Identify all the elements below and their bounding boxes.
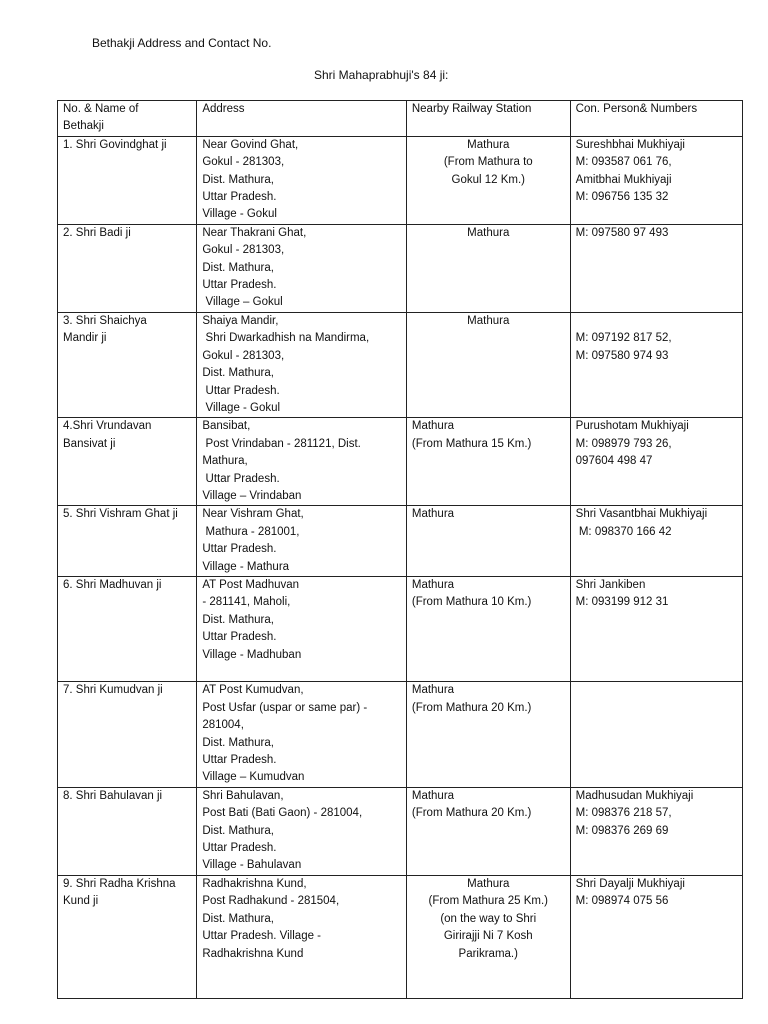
cell-line: Dist. Mathura, xyxy=(202,912,274,925)
station-cell xyxy=(406,312,570,417)
cell-line: Mathura xyxy=(411,789,455,802)
cell-line: Radhakrishna Kund xyxy=(202,947,304,960)
cell-line: AT Post Kumudvan, xyxy=(202,684,304,697)
cell-line: 4.Shri Vrundavan xyxy=(63,420,152,433)
station-cell xyxy=(406,418,570,506)
contact-cell xyxy=(570,312,742,417)
cell-line: Dist. Mathura, xyxy=(202,173,274,186)
cell-line: 281004, xyxy=(202,719,244,732)
cell-line: Uttar Pradesh. xyxy=(202,279,277,292)
cell-line: Mathura xyxy=(411,420,455,433)
station-cell xyxy=(406,576,570,681)
cell-line: Shaiya Mandir, xyxy=(202,314,279,327)
bethak-name-cell xyxy=(58,224,197,312)
station-cell xyxy=(406,506,570,577)
cell-line: M: 098376 218 57, xyxy=(575,807,672,820)
cell-line: Purushotam Mukhiyaji xyxy=(575,420,689,433)
document-title: Bethakji Address and Contact No. xyxy=(92,36,272,50)
cell-line: Gokul 12 Km.) xyxy=(451,173,525,186)
cell-line: (From Mathura 20 Km.) xyxy=(411,807,532,820)
table-row xyxy=(58,506,743,577)
contact-cell xyxy=(570,787,742,875)
cell-line: 3. Shri Shaichya xyxy=(63,314,147,327)
contact-cell xyxy=(570,875,742,998)
cell-line: Gokul - 281303, xyxy=(202,349,285,362)
cell-line: Village - Bahulavan xyxy=(202,859,302,872)
cell-line: Bansivat ji xyxy=(63,437,116,450)
cell-line: M: 098370 166 42 xyxy=(575,525,672,538)
cell-line: Post Usfar (uspar or same par) - xyxy=(202,701,368,714)
cell-line: (From Mathura 25 Km.) xyxy=(428,895,548,908)
contact-cell xyxy=(570,682,742,787)
cell-line: Bansibat, xyxy=(202,420,251,433)
cell-line: Near Thakrani Ghat, xyxy=(202,226,307,239)
cell-line: (From Mathura 10 Km.) xyxy=(411,596,532,609)
cell-line: Village - Gokul xyxy=(202,208,277,221)
cell-line: Uttar Pradesh. xyxy=(202,384,280,397)
table-row xyxy=(58,418,743,506)
table-row xyxy=(58,312,743,417)
cell-line: Mathura xyxy=(467,314,510,327)
cell-line: Uttar Pradesh. xyxy=(202,472,280,485)
station-cell xyxy=(406,136,570,224)
table-row xyxy=(58,787,743,875)
cell-line: Gokul - 281303, xyxy=(202,156,285,169)
table-row xyxy=(58,136,743,224)
cell-line xyxy=(576,313,737,330)
address-cell xyxy=(197,136,407,224)
address-cell xyxy=(197,418,407,506)
cell-line xyxy=(202,980,401,997)
cell-line: 7. Shri Kumudvan ji xyxy=(63,684,163,697)
cell-line: Radhakrishna Kund, xyxy=(202,877,307,890)
station-cell xyxy=(406,787,570,875)
header-line: No. & Name of xyxy=(63,103,139,115)
bethak-name-cell xyxy=(58,875,197,998)
cell-line: Dist. Mathura, xyxy=(202,824,274,837)
table-row xyxy=(58,682,743,787)
cell-line: 2. Shri Badi ji xyxy=(63,226,131,239)
cell-line: Post Vrindaban - 281121, Dist. xyxy=(202,437,361,450)
cell-line: Shri Vasantbhai Mukhiyaji xyxy=(575,508,708,521)
cell-line: Mathura xyxy=(411,684,455,697)
cell-line: 8. Shri Bahulavan ji xyxy=(63,789,163,802)
address-cell xyxy=(197,875,407,998)
address-cell xyxy=(197,312,407,417)
cell-line: M: 097580 974 93 xyxy=(575,349,669,362)
station-cell xyxy=(406,224,570,312)
cell-line xyxy=(202,664,401,681)
bethak-name-cell xyxy=(58,418,197,506)
header-line: Con. Person& Numbers xyxy=(575,103,698,115)
cell-line: Village - Mathura xyxy=(202,560,290,573)
contact-cell xyxy=(570,506,742,577)
contact-cell xyxy=(570,418,742,506)
bethak-table xyxy=(57,100,743,999)
cell-line: (on the way to Shri xyxy=(440,912,537,925)
cell-line: Mandir ji xyxy=(63,332,107,345)
cell-line: Mathura - 281001, xyxy=(202,525,300,538)
cell-line: (From Mathura to xyxy=(443,156,533,169)
cell-line: Sureshbhai Mukhiyaji xyxy=(575,138,685,151)
contact-column-header xyxy=(570,101,742,137)
cell-line: Uttar Pradesh. xyxy=(202,842,277,855)
bethak-name-cell xyxy=(58,312,197,417)
cell-line: Mathura, xyxy=(202,455,248,468)
cell-line: Mathura xyxy=(467,226,510,239)
address-cell xyxy=(197,576,407,681)
cell-line: Gokul - 281303, xyxy=(202,244,285,257)
cell-line: Post Radhakund - 281504, xyxy=(202,895,340,908)
bethak-name-cell xyxy=(58,506,197,577)
station-column-header xyxy=(406,101,570,137)
cell-line: Madhusudan Mukhiyaji xyxy=(575,789,694,802)
cell-line: Uttar Pradesh. xyxy=(202,631,277,644)
bethak-name-cell xyxy=(58,787,197,875)
bethak-name-cell xyxy=(58,682,197,787)
cell-line: Shri Bahulavan, xyxy=(202,789,284,802)
cell-line: Post Bati (Bati Gaon) - 281004, xyxy=(202,807,363,820)
cell-line: Dist. Mathura, xyxy=(202,613,274,626)
cell-line: Mathura xyxy=(411,578,455,591)
cell-line: (From Mathura 20 Km.) xyxy=(411,701,532,714)
table-row xyxy=(58,224,743,312)
cell-line: 097604 498 47 xyxy=(575,455,653,468)
cell-line: Kund ji xyxy=(63,895,99,908)
bethak-name-cell xyxy=(58,136,197,224)
cell-line: M: 096756 135 32 xyxy=(575,191,669,204)
header-line: Bethakji xyxy=(63,120,104,133)
cell-line: (From Mathura 15 Km.) xyxy=(411,437,532,450)
cell-line: Shri Jankiben xyxy=(575,578,646,591)
cell-line: 6. Shri Madhuvan ji xyxy=(63,578,162,591)
header-line: Nearby Railway Station xyxy=(411,103,532,115)
cell-line: M: 098376 269 69 xyxy=(575,824,669,837)
cell-line: Uttar Pradesh. xyxy=(202,754,277,767)
cell-line: Uttar Pradesh. xyxy=(202,191,277,204)
cell-line: Village – Vrindaban xyxy=(202,489,302,502)
cell-line: Village - Madhuban xyxy=(202,648,302,661)
cell-line: M: 097192 817 52, xyxy=(575,332,672,345)
contact-cell xyxy=(570,224,742,312)
cell-line: Mathura xyxy=(411,508,455,521)
cell-line: 5. Shri Vishram Ghat ji xyxy=(63,508,178,521)
header-line: Address xyxy=(202,103,245,115)
cell-line: M: 098979 793 26, xyxy=(575,437,672,450)
cell-line: M: 098974 075 56 xyxy=(575,895,669,908)
cell-line: Dist. Mathura, xyxy=(202,261,274,274)
cell-line: Amitbhai Mukhiyaji xyxy=(575,173,672,186)
cell-line: 1. Shri Govindghat ji xyxy=(63,138,167,151)
cell-line: M: 097580 97 493 xyxy=(575,226,669,239)
cell-line: Parikrama.) xyxy=(458,947,518,960)
address-column-header xyxy=(197,101,407,137)
cell-line: M: 093199 912 31 xyxy=(575,596,669,609)
address-cell xyxy=(197,682,407,787)
address-cell xyxy=(197,506,407,577)
document-subtitle: Shri Mahaprabhuji's 84 ji: xyxy=(314,68,449,82)
cell-line: Shri Dayalji Mukhiyaji xyxy=(575,877,685,890)
cell-line: AT Post Madhuvan xyxy=(202,578,300,591)
cell-line: - 281141, Maholi, xyxy=(202,596,291,609)
cell-line: Dist. Mathura, xyxy=(202,367,274,380)
bethak-name-cell xyxy=(58,576,197,681)
station-cell xyxy=(406,875,570,998)
cell-line: Mathura xyxy=(467,877,510,890)
cell-line: Mathura xyxy=(467,138,510,151)
address-cell xyxy=(197,787,407,875)
name-column-header xyxy=(58,101,197,137)
cell-line: Village – Gokul xyxy=(202,296,283,309)
contact-cell xyxy=(570,576,742,681)
cell-line: Uttar Pradesh. xyxy=(202,543,277,556)
station-cell xyxy=(406,682,570,787)
cell-line: Village – Kumudvan xyxy=(202,771,305,784)
cell-line: Village - Gokul xyxy=(202,401,281,414)
address-cell xyxy=(197,224,407,312)
cell-line: Shri Dwarkadhish na Mandirma, xyxy=(202,332,370,345)
contact-cell xyxy=(570,136,742,224)
cell-line: M: 093587 061 76, xyxy=(575,156,672,169)
cell-line: Near Govind Ghat, xyxy=(202,138,299,151)
cell-line xyxy=(202,963,401,980)
cell-line: Dist. Mathura, xyxy=(202,736,274,749)
table-row xyxy=(58,875,743,998)
cell-line: 9. Shri Radha Krishna xyxy=(63,877,176,890)
cell-line: Girirajji Ni 7 Kosh xyxy=(443,930,533,943)
table-header-row xyxy=(58,101,743,137)
table-row xyxy=(58,576,743,681)
cell-line: Near Vishram Ghat, xyxy=(202,508,304,521)
cell-line: Uttar Pradesh. Village - xyxy=(202,930,322,943)
